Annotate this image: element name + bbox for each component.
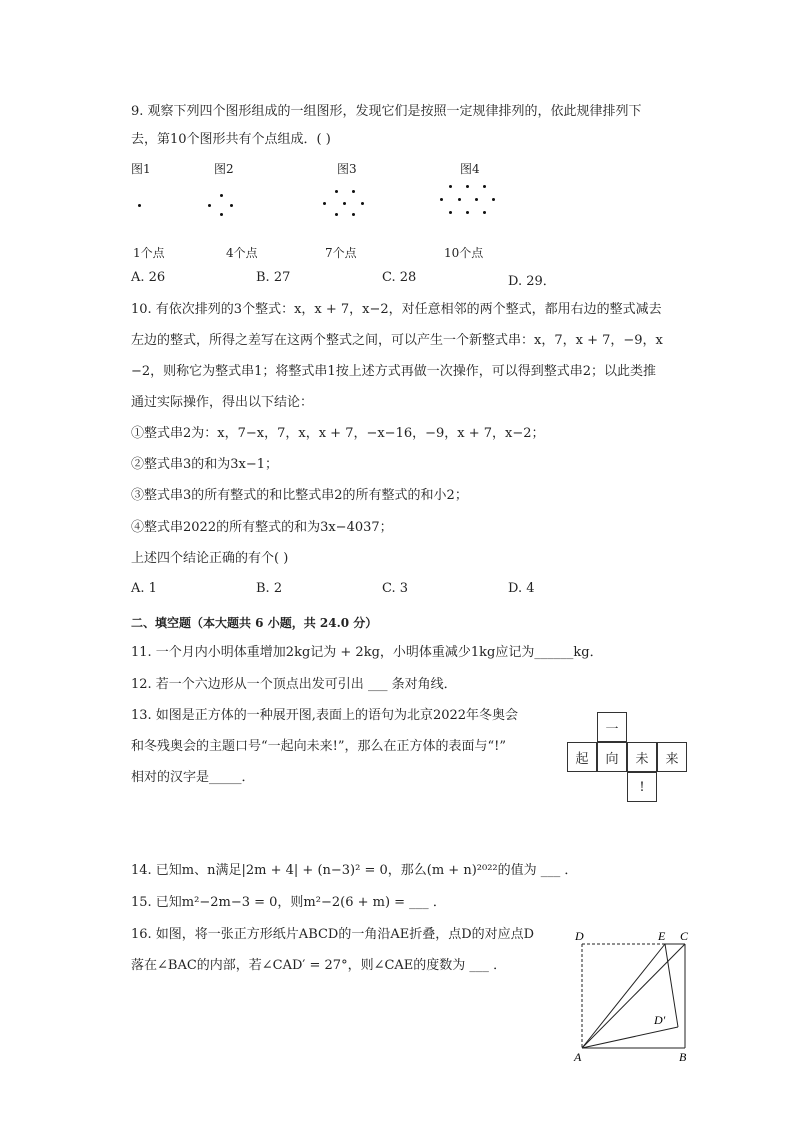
q10-option-c: C. 3 [382, 581, 409, 596]
figure-dot [220, 213, 223, 216]
figure-dot [466, 211, 469, 214]
figure-dot [335, 213, 338, 216]
net-cell-1: 起 [567, 742, 597, 772]
q9-fig4-count: 10个点 [444, 246, 484, 260]
q9-text-line2: 去，第10个图形共有个点组成．( ) [131, 132, 331, 147]
q9-fig1-title: 图1 [131, 162, 151, 176]
q16-text-line1: 16. 如图，将一张正方形纸片ABCD的一角沿AE折叠，点D的对应点D [131, 927, 535, 942]
figure-dot [361, 202, 364, 205]
q10-question: 上述四个结论正确的有个( ) [131, 551, 289, 566]
q16-text-line2: 落在∠BAC的内部，若∠CAD′ = 27°，则∠CAE的度数为 ___ ． [131, 958, 507, 973]
segment-ed-prime [665, 944, 678, 1027]
q10-conclusion-4: ④整式串2022的所有整式的和为3x−4037； [131, 520, 393, 535]
q10-conclusion-3: ③整式串3的所有整式的和比整式串2的所有整式的和小2； [131, 488, 468, 503]
q10-option-b: B. 2 [256, 581, 283, 596]
figure-dot [449, 211, 452, 214]
q13-text-line2: 和冬残奥会的主题口号“一起向未来!”，那么在正方体的表面与“!” [131, 739, 507, 754]
figure-dot [449, 185, 452, 188]
label-d: D [575, 929, 584, 943]
square-fold-figure [570, 925, 694, 1065]
q13-text-line3: 相对的汉字是_____． [131, 770, 255, 785]
q9-option-a: A. 26 [131, 270, 166, 285]
q9-fig2-title: 图2 [214, 162, 234, 176]
q14-text: 14. 已知m、n满足|2m + 4| + (n−3)² = 0，那么(m + n)²⁰²²的值为 ___ ． [131, 863, 578, 878]
figure-dot [483, 185, 486, 188]
figure-dot [352, 213, 355, 216]
label-e: E [658, 929, 666, 943]
figure-dot [220, 194, 223, 197]
figure-dot [230, 204, 233, 207]
q13-text-line1: 13. 如图是正方体的一种展开图,表面上的语句为北京2022年冬奥会 [131, 708, 519, 723]
q10-conclusion-2: ②整式串3的和为3x−1； [131, 457, 279, 472]
q9-fig3-count: 7个点 [325, 246, 357, 260]
figure-dot [475, 198, 478, 201]
net-cell-3: 未 [627, 742, 657, 772]
net-cell-4: 来 [657, 742, 687, 772]
q12-text: 12. 若一个六边形从一个顶点出发可引出 ___ 条对角线． [131, 677, 457, 692]
section-2-heading: 二、填空题（本大题共 6 小题，共 24.0 分） [131, 616, 378, 630]
figure-dot [466, 185, 469, 188]
q10-option-d: D. 4 [508, 581, 535, 596]
label-a: A [574, 1050, 582, 1064]
label-d-prime: D′ [654, 1013, 666, 1027]
q9-fig2-count: 4个点 [226, 246, 258, 260]
q10-text-line1: 10. 有依次排列的3个整式：x，x + 7，x−2，对任意相邻的两个整式，都用右边的整式减去 [131, 302, 662, 317]
q9-fig3-title: 图3 [337, 162, 357, 176]
q15-text: 15. 已知m²−2m−3 = 0，则m²−2(6 + m) = ___ ． [131, 895, 446, 910]
figure-dot [440, 198, 443, 201]
figure-dot [492, 198, 495, 201]
net-cell-2: 向 [597, 742, 627, 772]
q9-option-c: C. 28 [382, 270, 417, 285]
q11-text: 11. 一个月内小明体重增加2kg记为 + 2kg，小明体重减少1kg应记为______kg． [131, 645, 603, 660]
q9-option-b: B. 27 [256, 270, 291, 285]
q9-fig4-title: 图4 [460, 162, 480, 176]
net-cell-bottom: ! [627, 772, 657, 802]
q9-text-line1: 9. 观察下列四个图形组成的一组图形，发现它们是按照一定规律排列的，依此规律排列下 [131, 104, 642, 119]
figure-dot [323, 202, 326, 205]
figure-dot [335, 190, 338, 193]
diagonal-ac [582, 944, 685, 1048]
q9-option-d: D. 29． [508, 274, 556, 289]
q9-fig1-count: 1个点 [133, 246, 165, 260]
figure-dot [483, 211, 486, 214]
figure-dot [138, 204, 141, 207]
label-c: C [680, 929, 689, 943]
q10-option-a: A. 1 [131, 581, 157, 596]
label-b: B [679, 1050, 687, 1064]
q10-text-line2: 左边的整式，所得之差写在这两个整式之间，可以产生一个新整式串：x，7，x + 7，−9，x [131, 333, 663, 348]
figure-dot [352, 190, 355, 193]
q10-text-line4: 通过实际操作，得出以下结论： [131, 395, 314, 410]
figure-dot [208, 204, 211, 207]
q10-conclusion-1: ①整式串2为：x，7−x，7，x，x + 7，−x−16，−9，x + 7，x−2； [131, 426, 545, 441]
figure-dot [458, 198, 461, 201]
q10-text-line3: −2，则称它为整式串1；将整式串1按上述方式再做一次操作，可以得到整式串2；以此类推 [131, 364, 656, 379]
figure-dot [343, 202, 346, 205]
net-cell-top: 一 [597, 712, 627, 742]
